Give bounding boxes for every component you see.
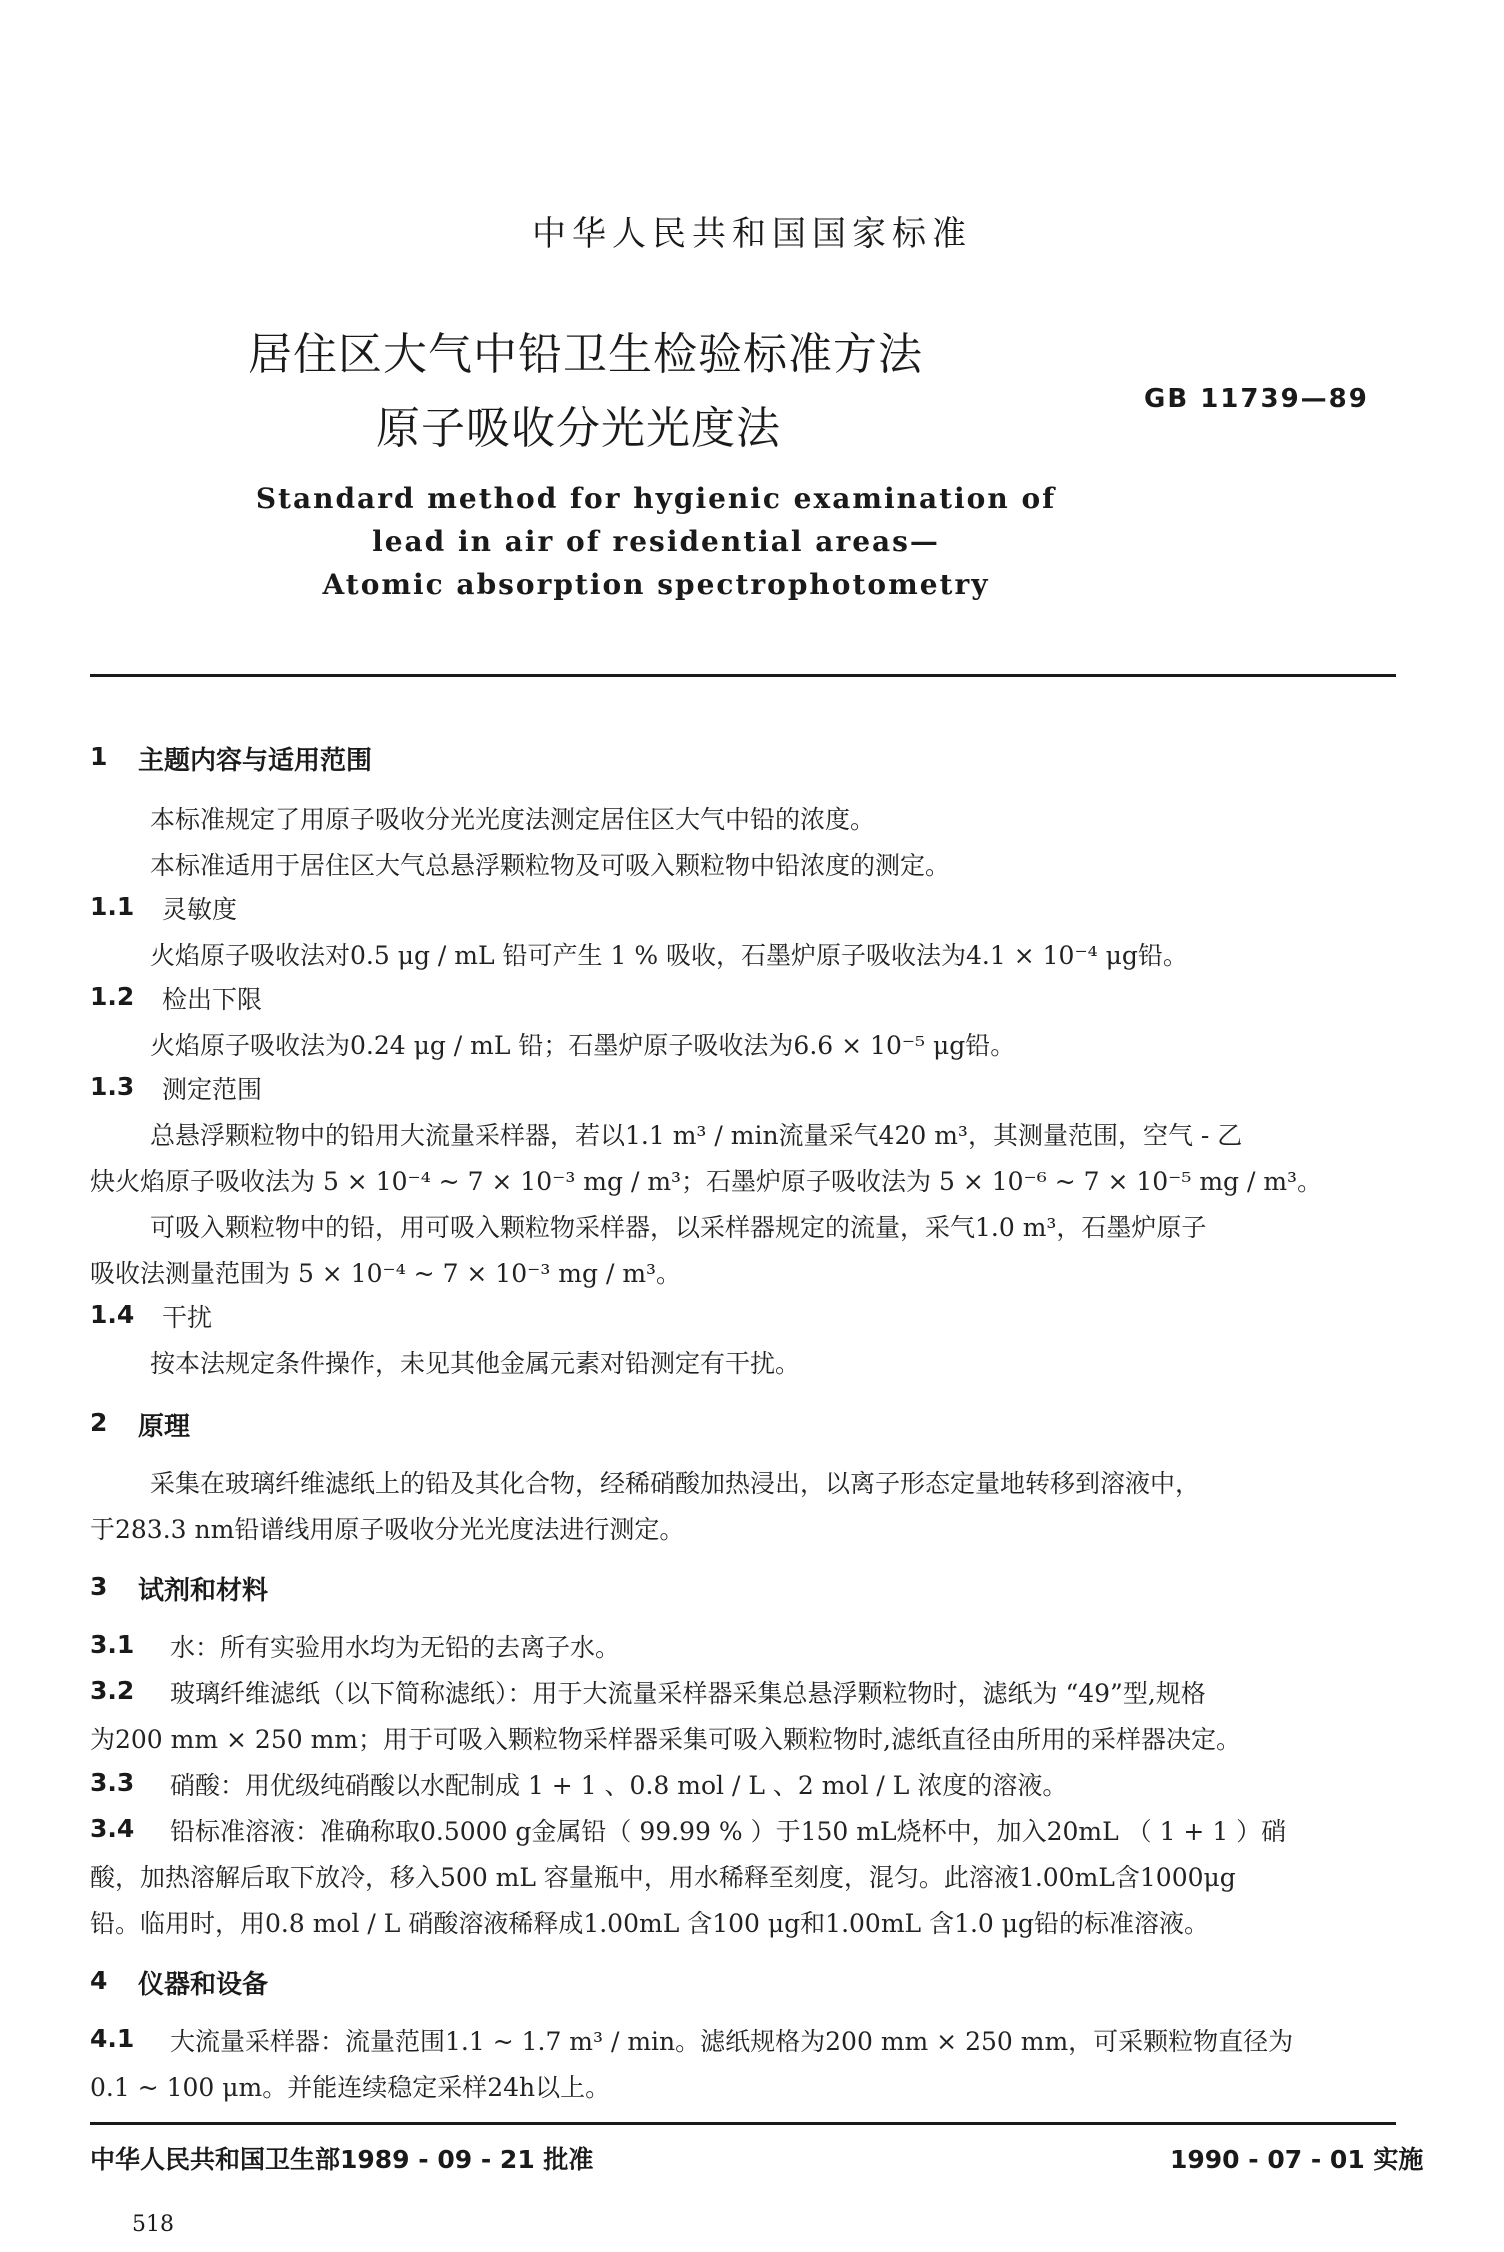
section-1-2-number: 1.2 (90, 982, 135, 1011)
section-3-4-line-3: 铅。临用时，用0.8 mol / L 硝酸溶液稀释成1.00mL 含100 μg和1.00mL 含1.0 μg铅的标准溶液。 (90, 1909, 1210, 1938)
section-1-title: 主题内容与适用范围 (138, 746, 373, 776)
section-4-1-line-1: 大流量采样器：流量范围1.1 ~ 1.7 m³ / min。滤纸规格为200 mm × 250 mm，可采颗粒物直径为 (170, 2027, 1294, 2056)
implementation-date: 1990 - 07 - 01 实施 (1170, 2145, 1424, 2174)
section-2-title: 原理 (138, 1412, 191, 1442)
standard-code: GB 11739—89 (1144, 384, 1369, 414)
title-en-line-2: lead in air of residential areas— (372, 525, 940, 558)
section-1-2-title: 检出下限 (162, 985, 263, 1014)
section-1-number: 1 (90, 742, 108, 771)
section-1-3-title: 测定范围 (162, 1075, 263, 1104)
section-3-2-number: 3.2 (90, 1676, 135, 1705)
title-zh-line-2: 原子吸收分光光度法 (376, 403, 781, 454)
section-1-3-number: 1.3 (90, 1072, 135, 1101)
section-3-4-line-2: 酸，加热溶解后取下放冷，移入500 mL 容量瓶中，用水稀释至刻度，混匀。此溶液1.00mL含1000μg (90, 1863, 1236, 1892)
section-3-1-number: 3.1 (90, 1630, 135, 1659)
section-1-paragraph-2: 本标准适用于居住区大气总悬浮颗粒物及可吸入颗粒物中铅浓度的测定。 (150, 851, 951, 880)
section-1-3-line-2: 炔火焰原子吸收法为 5 × 10⁻⁴ ~ 7 × 10⁻³ mg / m³；石墨炉原子吸收法为 5 × 10⁻⁶ ~ 7 × 10⁻⁵ mg / m³。 (90, 1167, 1323, 1196)
national-standard-label: 中华人民共和国国家标准 (532, 214, 972, 254)
section-1-4-number: 1.4 (90, 1300, 135, 1329)
header-rule (90, 674, 1396, 677)
approval-note: 中华人民共和国卫生部1989 - 09 - 21 批准 (90, 2145, 594, 2174)
section-1-paragraph-1: 本标准规定了用原子吸收分光光度法测定居住区大气中铅的浓度。 (150, 805, 876, 834)
section-1-4-text: 按本法规定条件操作，未见其他金属元素对铅测定有干扰。 (150, 1349, 801, 1378)
footer-rule (90, 2122, 1396, 2125)
section-4-1-number: 4.1 (90, 2024, 135, 2053)
section-3-number: 3 (90, 1572, 108, 1601)
section-2-line-1: 采集在玻璃纤维滤纸上的铅及其化合物，经稀硝酸加热浸出，以离子形态定量地转移到溶液中， (150, 1469, 1201, 1498)
section-2-line-2: 于283.3 nm铅谱线用原子吸收分光光度法进行测定。 (90, 1515, 685, 1544)
section-1-3-line-4: 吸收法测量范围为 5 × 10⁻⁴ ~ 7 × 10⁻³ mg / m³。 (90, 1259, 682, 1288)
title-en-line-3: Atomic absorption spectrophotometry (322, 568, 990, 601)
section-3-title: 试剂和材料 (138, 1576, 269, 1606)
section-1-3-line-3: 可吸入颗粒物中的铅，用可吸入颗粒物采样器，以采样器规定的流量，采气1.0 m³，石墨炉原子 (150, 1213, 1207, 1242)
section-3-4-number: 3.4 (90, 1814, 135, 1843)
section-1-1-text: 火焰原子吸收法对0.5 μg / mL 铅可产生 1 % 吸收，石墨炉原子吸收法为4.1 × 10⁻⁴ μg铅。 (150, 941, 1188, 970)
section-3-3-text: 硝酸：用优级纯硝酸以水配制成 1 + 1 、0.8 mol / L 、2 mol / L 浓度的溶液。 (170, 1771, 1068, 1800)
section-4-1-line-2: 0.1 ~ 100 μm。并能连续稳定采样24h以上。 (90, 2073, 611, 2102)
section-3-4-line-1: 铅标准溶液：准确称取0.5000 g金属铅（ 99.99 % ）于150 mL烧杯中，加入20mL （ 1 + 1 ）硝 (170, 1817, 1287, 1846)
title-zh-line-1: 居住区大气中铅卫生检验标准方法 (248, 329, 923, 380)
section-3-3-number: 3.3 (90, 1768, 135, 1797)
section-3-1-text: 水：所有实验用水均为无铅的去离子水。 (170, 1633, 621, 1662)
title-en-line-1: Standard method for hygienic examination of (255, 482, 1057, 515)
section-1-1-title: 灵敏度 (162, 895, 238, 924)
section-4-title: 仪器和设备 (138, 1970, 269, 2000)
section-1-1-number: 1.1 (90, 892, 135, 921)
section-3-2-line-1: 玻璃纤维滤纸（以下简称滤纸）：用于大流量采样器采集总悬浮颗粒物时，滤纸为 “49”型,规格 (170, 1679, 1206, 1708)
section-4-number: 4 (90, 1966, 108, 1995)
section-2-number: 2 (90, 1408, 108, 1437)
section-1-4-title: 干扰 (162, 1303, 213, 1332)
section-1-2-text: 火焰原子吸收法为0.24 μg / mL 铅；石墨炉原子吸收法为6.6 × 10⁻⁵ μg铅。 (150, 1031, 1016, 1060)
section-1-3-line-1: 总悬浮颗粒物中的铅用大流量采样器，若以1.1 m³ / min流量采气420 m³，其测量范围，空气 - 乙 (150, 1121, 1243, 1150)
section-3-2-line-2: 为200 mm × 250 mm；用于可吸入颗粒物采样器采集可吸入颗粒物时,滤纸直径由所用的采样器决定。 (90, 1725, 1241, 1754)
page-number: 518 (132, 2212, 174, 2237)
